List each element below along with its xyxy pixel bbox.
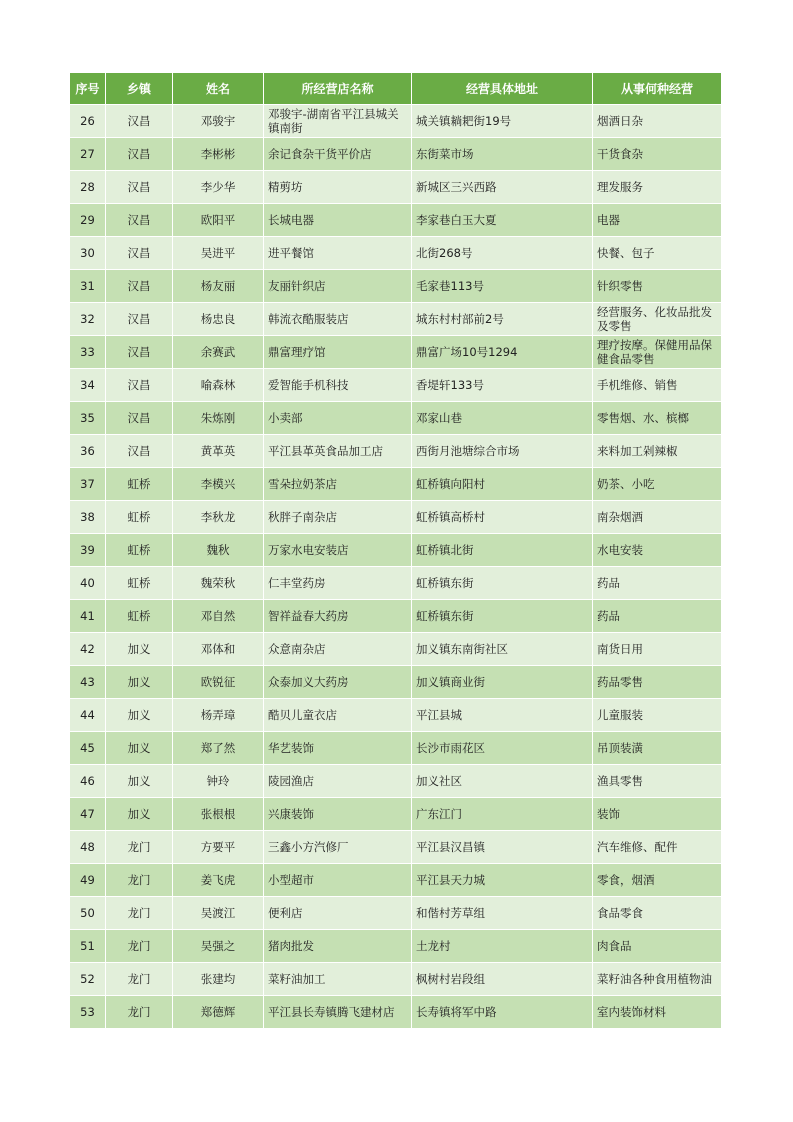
cell-address: 鼎富广场10号1294 xyxy=(412,336,593,369)
cell-shop: 秋胖子南杂店 xyxy=(264,501,412,534)
cell-shop: 智祥益春大药房 xyxy=(264,600,412,633)
cell-name: 朱炼刚 xyxy=(173,402,264,435)
cell-name: 邓骏宇 xyxy=(173,105,264,138)
cell-no: 50 xyxy=(70,897,106,930)
cell-town: 汉昌 xyxy=(106,435,173,468)
cell-name: 钟玲 xyxy=(173,765,264,798)
cell-address: 和偕村芳草组 xyxy=(412,897,593,930)
cell-business: 水电安装 xyxy=(593,534,722,567)
table-row xyxy=(70,468,722,501)
cell-address: 加义镇商业街 xyxy=(412,666,593,699)
cell-town: 龙门 xyxy=(106,831,173,864)
table-row xyxy=(70,996,722,1029)
header-town: 乡镇 xyxy=(106,73,173,105)
cell-address: 香堤轩133号 xyxy=(412,369,593,402)
cell-no: 46 xyxy=(70,765,106,798)
cell-address: 加义社区 xyxy=(412,765,593,798)
cell-shop: 韩流衣酷服装店 xyxy=(264,303,412,336)
table-row xyxy=(70,336,722,369)
cell-shop: 众泰加义大药房 xyxy=(264,666,412,699)
table-row xyxy=(70,534,722,567)
cell-town: 虹桥 xyxy=(106,501,173,534)
cell-town: 加义 xyxy=(106,666,173,699)
cell-address: 长沙市雨花区 xyxy=(412,732,593,765)
cell-shop: 长城电器 xyxy=(264,204,412,237)
cell-shop: 仁丰堂药房 xyxy=(264,567,412,600)
cell-business: 零食，烟酒 xyxy=(593,864,722,897)
cell-business: 吊顶装潢 xyxy=(593,732,722,765)
table-row xyxy=(70,237,722,270)
header-address: 经营具体地址 xyxy=(412,73,593,105)
cell-business: 药品 xyxy=(593,600,722,633)
table-row xyxy=(70,435,722,468)
cell-shop: 万家水电安装店 xyxy=(264,534,412,567)
cell-town: 汉昌 xyxy=(106,303,173,336)
cell-address: 毛家巷113号 xyxy=(412,270,593,303)
cell-name: 郑德辉 xyxy=(173,996,264,1029)
cell-shop: 菜籽油加工 xyxy=(264,963,412,996)
cell-town: 加义 xyxy=(106,798,173,831)
cell-name: 李秋龙 xyxy=(173,501,264,534)
business-table xyxy=(69,72,722,1029)
cell-business: 理发服务 xyxy=(593,171,722,204)
cell-no: 34 xyxy=(70,369,106,402)
header-row xyxy=(70,73,722,105)
cell-town: 龙门 xyxy=(106,996,173,1029)
cell-business: 儿童服装 xyxy=(593,699,722,732)
table-row xyxy=(70,105,722,138)
cell-shop: 华艺装饰 xyxy=(264,732,412,765)
table-body xyxy=(70,105,722,1029)
cell-no: 28 xyxy=(70,171,106,204)
cell-name: 余赛武 xyxy=(173,336,264,369)
cell-no: 37 xyxy=(70,468,106,501)
cell-name: 李彬彬 xyxy=(173,138,264,171)
business-table-container xyxy=(69,72,721,1029)
cell-town: 龙门 xyxy=(106,864,173,897)
cell-address: 东街菜市场 xyxy=(412,138,593,171)
cell-town: 汉昌 xyxy=(106,204,173,237)
cell-address: 虹桥镇高桥村 xyxy=(412,501,593,534)
cell-address: 平江县汉昌镇 xyxy=(412,831,593,864)
cell-town: 汉昌 xyxy=(106,138,173,171)
cell-shop: 精剪坊 xyxy=(264,171,412,204)
cell-shop: 便利店 xyxy=(264,897,412,930)
table-row xyxy=(70,633,722,666)
cell-no: 33 xyxy=(70,336,106,369)
cell-address: 平江县天力城 xyxy=(412,864,593,897)
cell-business: 药品 xyxy=(593,567,722,600)
table-row xyxy=(70,567,722,600)
cell-business: 针织零售 xyxy=(593,270,722,303)
cell-name: 郑了然 xyxy=(173,732,264,765)
cell-business: 肉食品 xyxy=(593,930,722,963)
cell-name: 黄革英 xyxy=(173,435,264,468)
table-row xyxy=(70,600,722,633)
cell-address: 西街月池塘综合市场 xyxy=(412,435,593,468)
cell-no: 43 xyxy=(70,666,106,699)
cell-no: 40 xyxy=(70,567,106,600)
cell-shop: 友丽针织店 xyxy=(264,270,412,303)
cell-name: 吴强之 xyxy=(173,930,264,963)
header-no: 序号 xyxy=(70,73,106,105)
cell-shop: 小卖部 xyxy=(264,402,412,435)
table-row xyxy=(70,831,722,864)
cell-no: 51 xyxy=(70,930,106,963)
cell-town: 汉昌 xyxy=(106,270,173,303)
cell-business: 理疗按摩。保健用品保健食品零售 xyxy=(593,336,722,369)
cell-no: 41 xyxy=(70,600,106,633)
table-row xyxy=(70,864,722,897)
cell-address: 新城区三兴西路 xyxy=(412,171,593,204)
cell-shop: 进平餐馆 xyxy=(264,237,412,270)
cell-shop: 猪肉批发 xyxy=(264,930,412,963)
cell-town: 汉昌 xyxy=(106,369,173,402)
cell-no: 35 xyxy=(70,402,106,435)
cell-address: 虹桥镇向阳村 xyxy=(412,468,593,501)
cell-business: 来料加工剁辣椒 xyxy=(593,435,722,468)
table-header xyxy=(70,73,722,105)
cell-shop: 雪朵拉奶茶店 xyxy=(264,468,412,501)
table-row xyxy=(70,699,722,732)
cell-name: 魏秋 xyxy=(173,534,264,567)
cell-no: 48 xyxy=(70,831,106,864)
cell-shop: 平江县革英食品加工店 xyxy=(264,435,412,468)
table-row xyxy=(70,171,722,204)
cell-address: 广东江门 xyxy=(412,798,593,831)
cell-business: 汽车维修、配件 xyxy=(593,831,722,864)
cell-shop: 鼎富理疗馆 xyxy=(264,336,412,369)
cell-business: 渔具零售 xyxy=(593,765,722,798)
cell-name: 李少华 xyxy=(173,171,264,204)
cell-shop: 余记食杂干货平价店 xyxy=(264,138,412,171)
cell-address: 邓家山巷 xyxy=(412,402,593,435)
cell-no: 53 xyxy=(70,996,106,1029)
cell-no: 36 xyxy=(70,435,106,468)
cell-name: 杨友丽 xyxy=(173,270,264,303)
cell-business: 南杂烟酒 xyxy=(593,501,722,534)
cell-no: 39 xyxy=(70,534,106,567)
cell-business: 快餐、包子 xyxy=(593,237,722,270)
cell-business: 菜籽油各种食用植物油 xyxy=(593,963,722,996)
cell-business: 南货日用 xyxy=(593,633,722,666)
cell-address: 枫树村岩段组 xyxy=(412,963,593,996)
header-name: 姓名 xyxy=(173,73,264,105)
cell-no: 47 xyxy=(70,798,106,831)
cell-town: 龙门 xyxy=(106,897,173,930)
cell-name: 邓体和 xyxy=(173,633,264,666)
table-row xyxy=(70,897,722,930)
cell-town: 汉昌 xyxy=(106,171,173,204)
cell-name: 邓自然 xyxy=(173,600,264,633)
cell-address: 城东村村部前2号 xyxy=(412,303,593,336)
cell-town: 虹桥 xyxy=(106,600,173,633)
cell-town: 汉昌 xyxy=(106,105,173,138)
cell-no: 26 xyxy=(70,105,106,138)
cell-shop: 酷贝儿童衣店 xyxy=(264,699,412,732)
cell-address: 加义镇东南街社区 xyxy=(412,633,593,666)
table-row xyxy=(70,765,722,798)
cell-business: 奶茶、小吃 xyxy=(593,468,722,501)
cell-no: 32 xyxy=(70,303,106,336)
cell-name: 姜飞虎 xyxy=(173,864,264,897)
cell-shop: 爱智能手机科技 xyxy=(264,369,412,402)
cell-business: 电器 xyxy=(593,204,722,237)
cell-business: 室内装饰材料 xyxy=(593,996,722,1029)
cell-town: 汉昌 xyxy=(106,237,173,270)
cell-town: 龙门 xyxy=(106,930,173,963)
cell-no: 52 xyxy=(70,963,106,996)
cell-no: 42 xyxy=(70,633,106,666)
table-row xyxy=(70,666,722,699)
cell-name: 李模兴 xyxy=(173,468,264,501)
cell-business: 药品零售 xyxy=(593,666,722,699)
cell-shop: 平江县长寿镇腾飞建材店 xyxy=(264,996,412,1029)
cell-town: 加义 xyxy=(106,765,173,798)
cell-town: 加义 xyxy=(106,732,173,765)
table-row xyxy=(70,402,722,435)
cell-town: 龙门 xyxy=(106,963,173,996)
table-row xyxy=(70,303,722,336)
cell-no: 27 xyxy=(70,138,106,171)
cell-name: 吴渡江 xyxy=(173,897,264,930)
cell-name: 杨弄璋 xyxy=(173,699,264,732)
cell-name: 杨忠良 xyxy=(173,303,264,336)
table-row xyxy=(70,501,722,534)
cell-business: 经营服务、化妆品批发及零售 xyxy=(593,303,722,336)
cell-no: 45 xyxy=(70,732,106,765)
cell-shop: 小型超市 xyxy=(264,864,412,897)
cell-business: 装饰 xyxy=(593,798,722,831)
cell-name: 喻森林 xyxy=(173,369,264,402)
cell-no: 38 xyxy=(70,501,106,534)
cell-town: 虹桥 xyxy=(106,468,173,501)
table-row xyxy=(70,369,722,402)
table-row xyxy=(70,963,722,996)
cell-address: 北街268号 xyxy=(412,237,593,270)
cell-no: 49 xyxy=(70,864,106,897)
table-row xyxy=(70,138,722,171)
cell-name: 张建均 xyxy=(173,963,264,996)
cell-address: 城关镇耥耙街19号 xyxy=(412,105,593,138)
cell-shop: 众意南杂店 xyxy=(264,633,412,666)
table-row xyxy=(70,204,722,237)
table-row xyxy=(70,798,722,831)
cell-address: 李家巷白玉大夏 xyxy=(412,204,593,237)
cell-address: 虹桥镇东街 xyxy=(412,567,593,600)
cell-shop: 三鑫小方汽修厂 xyxy=(264,831,412,864)
cell-town: 虹桥 xyxy=(106,567,173,600)
cell-no: 30 xyxy=(70,237,106,270)
cell-business: 食品零食 xyxy=(593,897,722,930)
cell-town: 加义 xyxy=(106,699,173,732)
cell-address: 长寿镇将军中路 xyxy=(412,996,593,1029)
cell-business: 零售烟、水、槟榔 xyxy=(593,402,722,435)
cell-town: 汉昌 xyxy=(106,402,173,435)
cell-town: 加义 xyxy=(106,633,173,666)
header-shop: 所经营店名称 xyxy=(264,73,412,105)
cell-town: 虹桥 xyxy=(106,534,173,567)
cell-name: 吴进平 xyxy=(173,237,264,270)
cell-business: 烟酒日杂 xyxy=(593,105,722,138)
cell-address: 虹桥镇东街 xyxy=(412,600,593,633)
cell-address: 土龙村 xyxy=(412,930,593,963)
cell-no: 44 xyxy=(70,699,106,732)
cell-name: 欧阳平 xyxy=(173,204,264,237)
cell-name: 欧锐征 xyxy=(173,666,264,699)
cell-name: 张根根 xyxy=(173,798,264,831)
cell-no: 31 xyxy=(70,270,106,303)
cell-address: 平江县城 xyxy=(412,699,593,732)
cell-shop: 邓骏宇-湖南省平江县城关镇南街 xyxy=(264,105,412,138)
cell-town: 汉昌 xyxy=(106,336,173,369)
cell-business: 手机维修、销售 xyxy=(593,369,722,402)
cell-no: 29 xyxy=(70,204,106,237)
table-row xyxy=(70,930,722,963)
table-row xyxy=(70,732,722,765)
cell-shop: 陵园渔店 xyxy=(264,765,412,798)
cell-business: 干货食杂 xyxy=(593,138,722,171)
table-row xyxy=(70,270,722,303)
cell-name: 魏荣秋 xyxy=(173,567,264,600)
cell-address: 虹桥镇北街 xyxy=(412,534,593,567)
cell-shop: 兴康装饰 xyxy=(264,798,412,831)
cell-name: 方要平 xyxy=(173,831,264,864)
header-business: 从事何种经营 xyxy=(593,73,722,105)
